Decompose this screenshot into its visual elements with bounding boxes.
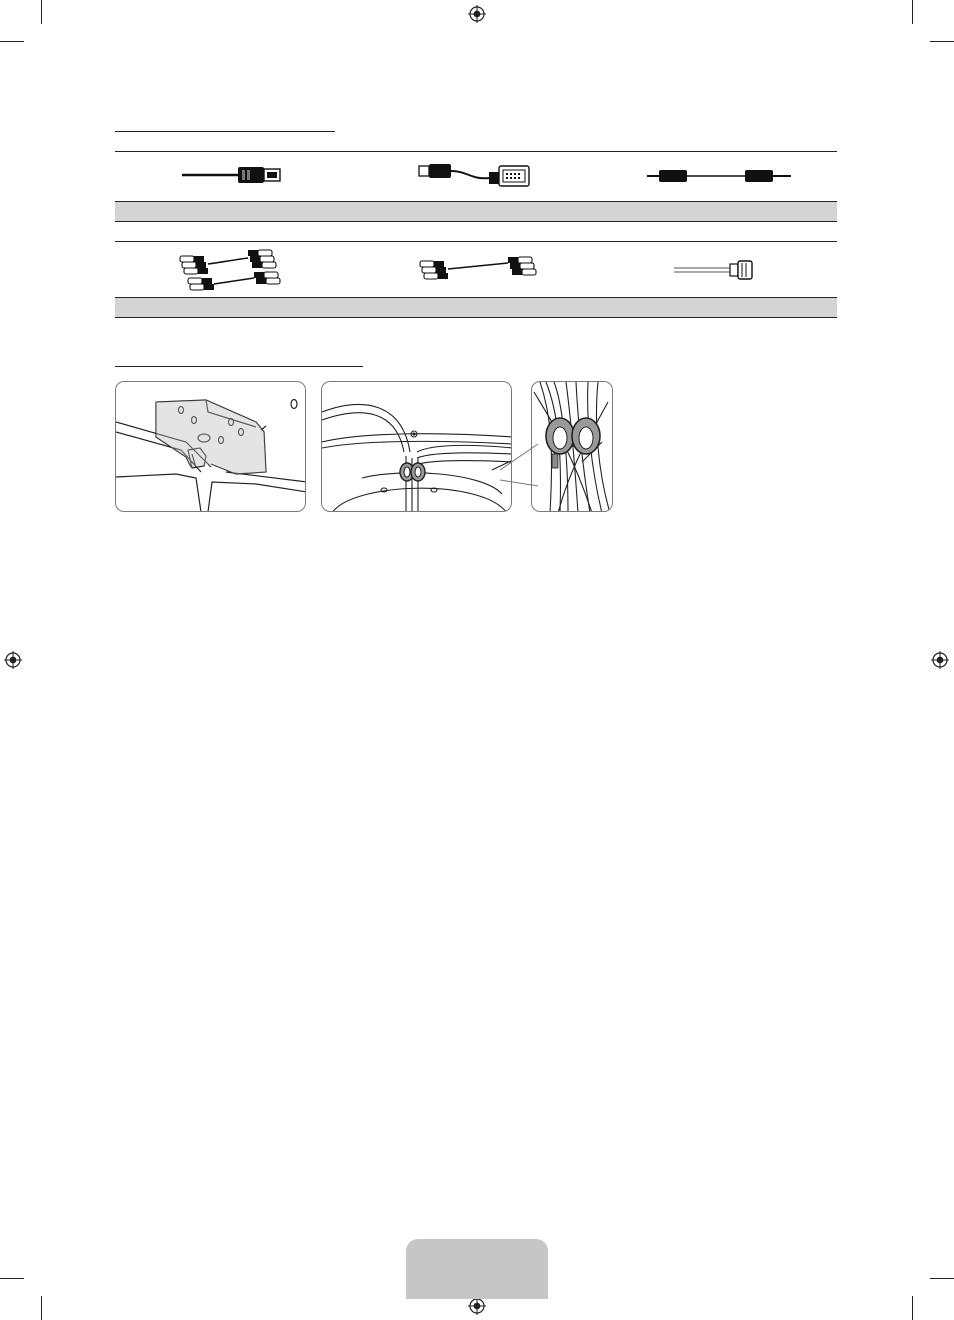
crop-mark — [41, 0, 42, 24]
crop-mark — [912, 1296, 913, 1320]
crop-mark — [912, 0, 913, 24]
heading-underline — [115, 131, 335, 132]
hdmi-cable-icon — [180, 163, 290, 187]
registration-mark-icon — [4, 651, 22, 669]
table-rule — [115, 221, 837, 222]
page-number-tab — [406, 1239, 548, 1299]
table-rule — [115, 241, 837, 242]
component-cable-icon — [178, 246, 293, 292]
cable-holder-closeup-illustration — [531, 381, 613, 512]
crop-mark — [41, 1296, 42, 1320]
callout-connector — [500, 440, 540, 490]
heading-underline — [115, 366, 363, 367]
table-label-row — [115, 201, 837, 221]
crop-mark — [0, 1278, 24, 1279]
registration-mark-icon — [468, 5, 486, 23]
stand-cable-holder-illustration — [115, 381, 306, 512]
coaxial-antenna-cable-icon — [672, 258, 758, 282]
stereo-audio-cable-icon — [645, 166, 795, 186]
crop-mark — [930, 1278, 954, 1279]
table-rule — [115, 151, 837, 152]
table-rule — [115, 297, 837, 298]
table-rule — [115, 201, 837, 202]
cables-routed-through-holder-illustration — [321, 381, 512, 512]
registration-mark-icon — [931, 651, 949, 669]
table-rule — [115, 317, 837, 318]
crop-mark — [0, 41, 24, 42]
composite-av-cable-icon — [418, 253, 538, 285]
registration-mark-icon — [468, 1297, 486, 1315]
table-label-row — [115, 297, 837, 317]
hdmi-to-dvi-cable-icon — [417, 160, 537, 190]
crop-mark — [930, 41, 954, 42]
